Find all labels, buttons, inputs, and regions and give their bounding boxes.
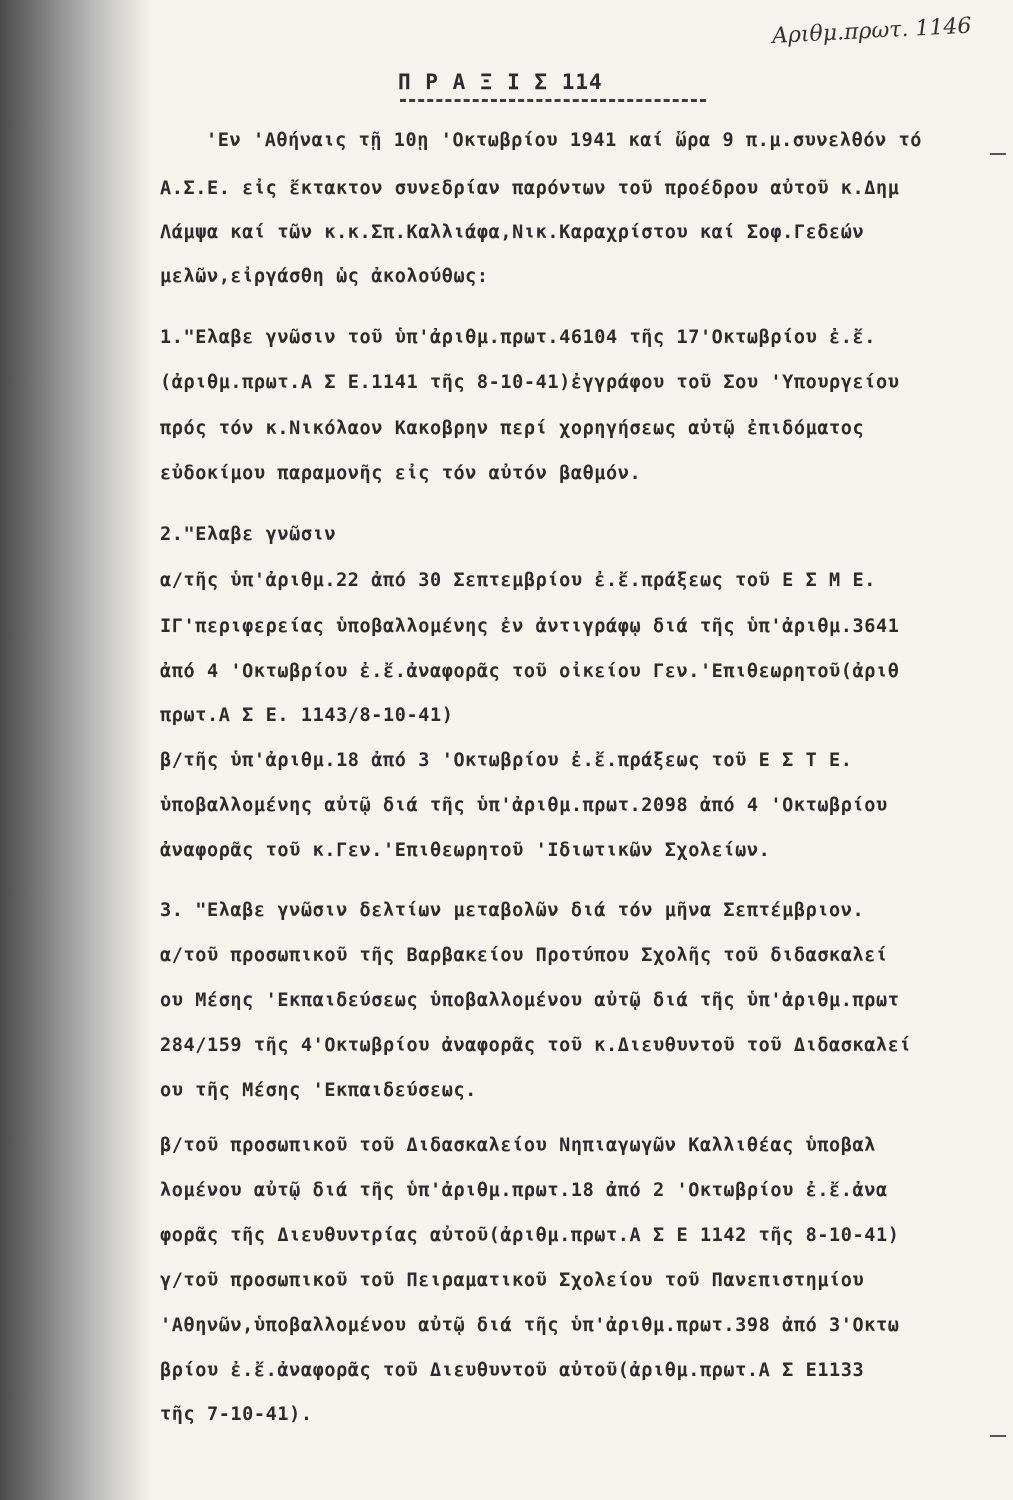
title-underline <box>400 99 706 102</box>
archive-number-handwritten: Αριθμ.πρωτ. 1146 <box>771 13 973 50</box>
text-line: ΙΓ'περιφερείας ὑποβαλλομένης ἐν ἀντιγράφῳ διά τῆς ὑπ'ἀριθμ.3641 <box>160 616 900 637</box>
text-line: ὑποβαλλομένης αὐτῷ διά τῆς ὑπ'ἀριθμ.πρωτ.2098 ἀπό 4 'Οκτωβρίου <box>160 795 888 816</box>
text-line: ου Μέσης 'Εκπαιδεύσεως ὑποβαλλομένου αὐτῷ διά τῆς ὑπ'ἀριθμ.πρωτ <box>160 990 900 1011</box>
text-line: 'Εν 'Αθήναις τῇ 10ῃ 'Οκτωβρίου 1941 καί ὥρα 9 π.μ.συνελθόν τό <box>206 130 923 151</box>
text-line: ἀναφορᾶς τοῦ κ.Γεν.'Επιθεωρητοῦ 'Ιδιωτικῶν Σχολείων. <box>160 840 771 861</box>
text-line: β/τῆς ὑπ'ἀριθμ.18 ἀπό 3 'Οκτωβρίου ἐ.ἔ.πράξεως τοῦ Ε Σ Τ Ε. <box>160 750 853 771</box>
text-line: β/τοῦ προσωπικοῦ τοῦ Διδασκαλείου Νηπιαγωγῶν Καλλιθέας ὑποβαλ <box>160 1135 877 1156</box>
text-line: φορᾶς τῆς Διευθυντρίας αὐτοῦ(ἀριθμ.πρωτ.Α Σ Ε 1142 τῆς 8-10-41) <box>160 1225 900 1246</box>
document-title: Π Ρ Α Ξ Ι Σ 114 <box>398 70 603 94</box>
text-line: εὐδοκίμου παραμονῆς εἰς τόν αὐτόν βαθμόν. <box>160 463 642 484</box>
text-line: πρός τόν κ.Νικόλαον Κακοβρην περί χορηγήσεως αὐτῷ ἐπιδόματος <box>160 418 865 439</box>
text-line: μελῶν,εἰργάσθη ὡς ἀκολούθως: <box>160 266 489 287</box>
text-line: πρωτ.Α Σ Ε. 1143/8-10-41) <box>160 705 454 726</box>
text-line: ἀπό 4 'Οκτωβρίου ἐ.ἔ.ἀναφορᾶς τοῦ οἰκείου Γεν.'Επιθεωρητοῦ(ἀριθ <box>160 661 900 682</box>
text-line: 284/159 τῆς 4'Οκτωβρίου ἀναφορᾶς τοῦ κ.Διευθυντοῦ τοῦ Διδασκαλεί <box>160 1035 912 1056</box>
text-line: 1."Ελαβε γνῶσιν τοῦ ὑπ'ἀριθμ.πρωτ.46104 τῆς 17'Οκτωβρίου ἐ.ἔ. <box>160 327 877 348</box>
page-edge-mark <box>990 153 1006 155</box>
text-line: α/τοῦ προσωπικοῦ τῆς Βαρβακείου Προτύπου Σχολῆς τοῦ διδασκαλεί <box>160 945 888 966</box>
text-line: γ/τοῦ προσωπικοῦ τοῦ Πειραματικοῦ Σχολείου τοῦ Πανεπιστημίου <box>160 1270 865 1291</box>
page-edge-mark <box>990 1435 1006 1437</box>
text-line: λομένου αὐτῷ διά τῆς ὑπ'ἀριθμ.πρωτ.18 ἀπό 2 'Οκτωβρίου ἐ.ἔ.ἀνα <box>160 1180 888 1201</box>
text-line: βρίου ἐ.ἔ.ἀναφορᾶς τοῦ Διευθυντοῦ αὐτοῦ(ἀριθμ.πρωτ.Α Σ Ε1133 <box>160 1360 865 1381</box>
text-line: τῆς 7-10-41). <box>160 1404 313 1425</box>
text-line: (ἀριθμ.πρωτ.Α Σ Ε.1141 τῆς 8-10-41)ἐγγράφου τοῦ Σου 'Υπουργείου <box>160 372 900 393</box>
text-line: ου τῆς Μέσης 'Εκπαιδεύσεως. <box>160 1080 477 1101</box>
text-line: Α.Σ.Ε. εἰς ἔκτακτον συνεδρίαν παρόντων τοῦ προέδρου αὐτοῦ κ.Δημ <box>160 178 900 199</box>
text-line: Λάμψα καί τῶν κ.κ.Σπ.Καλλιάφα,Νικ.Καραχρίστου καί Σοφ.Γεδεών <box>160 222 865 243</box>
text-line: 2."Ελαβε γνῶσιν <box>160 524 337 545</box>
text-line: 3. "Ελαβε γνῶσιν δελτίων μεταβολῶν διά τόν μῆνα Σεπτέμβριον. <box>160 900 865 921</box>
text-line: α/τῆς ὑπ'ἀριθμ.22 ἀπό 30 Σεπτεμβρίου ἐ.ἔ.πράξεως τοῦ Ε Σ Μ Ε. <box>160 570 877 591</box>
text-line: 'Αθηνῶν,ὑποβαλλομένου αὐτῷ διά τῆς ὑπ'ἀριθμ.πρωτ.398 ἀπό 3'Οκτω <box>160 1315 900 1336</box>
